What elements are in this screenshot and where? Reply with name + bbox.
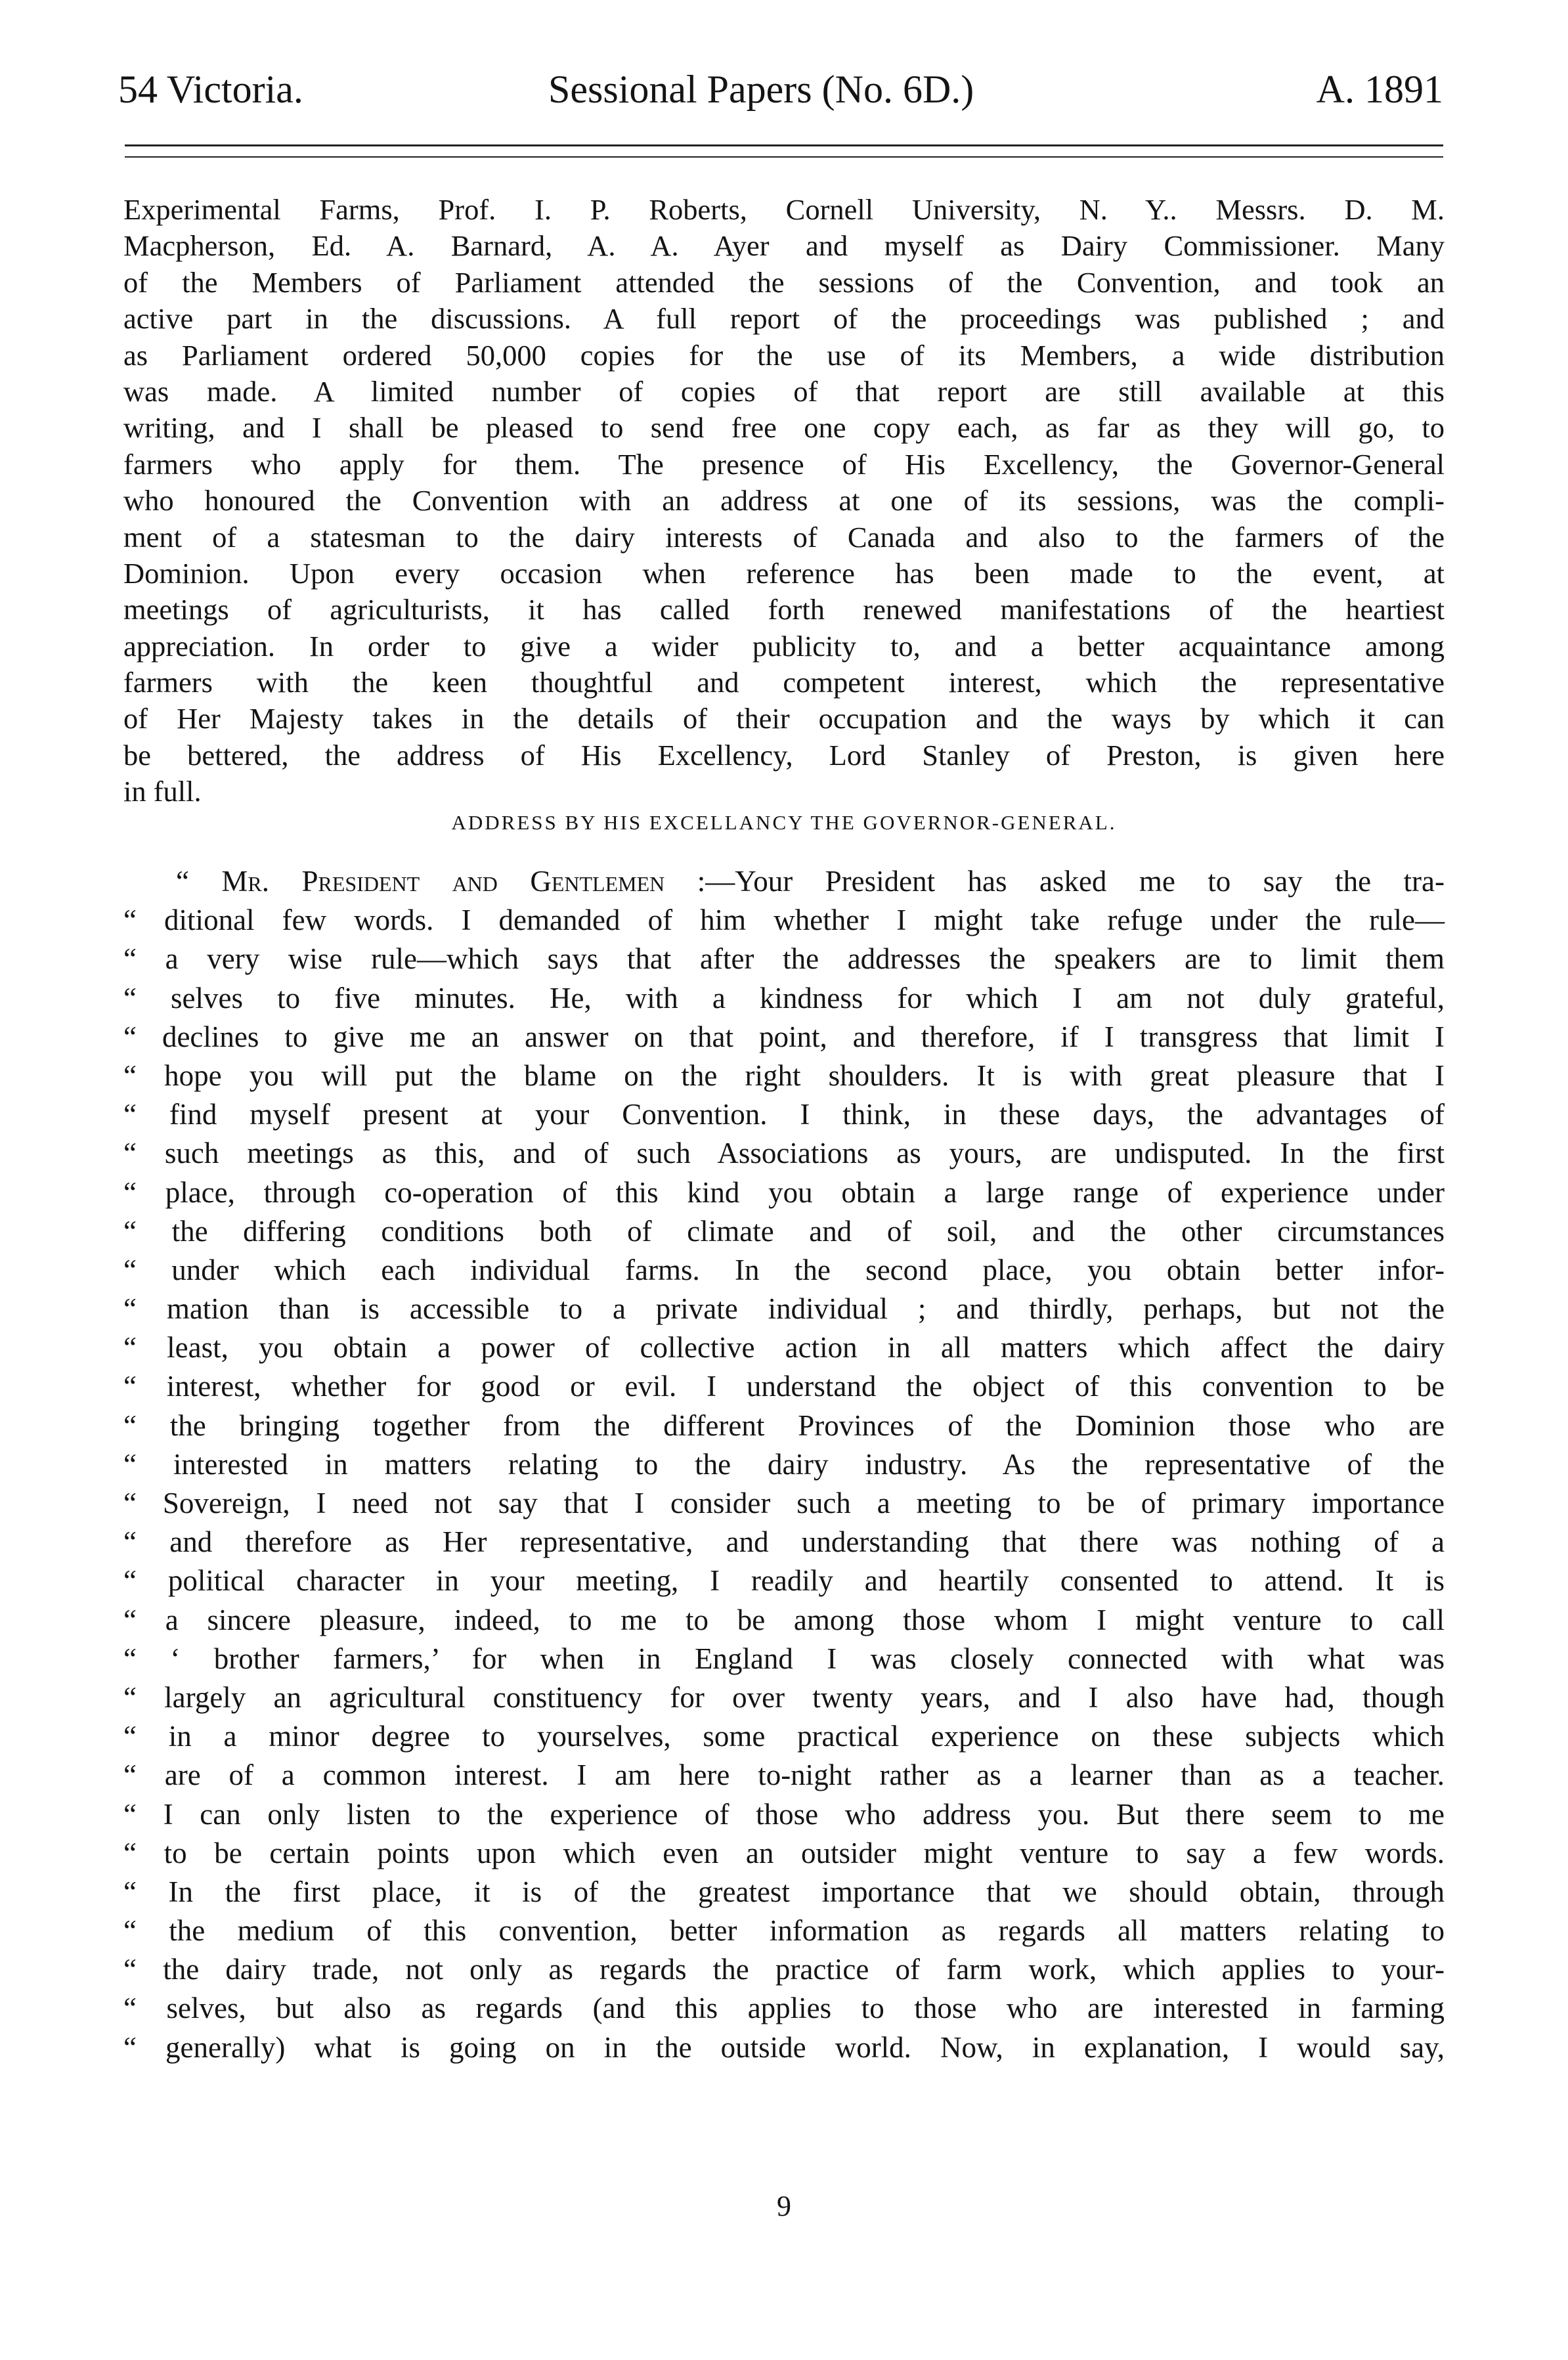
address-line: “ the dairy trade, not only as regards the practice of farm work, which applies to your- (123, 1953, 1445, 1986)
address-line: “ declines to give me an answer on that point, and therefore, if I transgress that limit I (123, 1020, 1445, 1053)
address-line: “ under which each individual farms. In the second place, you obtain better infor- (123, 1253, 1445, 1286)
address-salutation: Mr. President and Gentlemen (221, 865, 665, 898)
address-line: “ ditional few words. I demanded of him whether I might take refuge under the rule— (123, 904, 1445, 937)
address-line: “ least, you obtain a power of collective action in all matters which affect the dairy (123, 1331, 1445, 1365)
address-line: “ In the first place, it is of the greatest importance that we should obtain, through (123, 1875, 1445, 1908)
text-line: farmers with the keen thoughtful and competent interest, which the representative (123, 666, 1445, 699)
address-first-line-rest: :—Your President has asked me to say the tra- (697, 865, 1445, 898)
address-line: “ place, through co-operation of this kind you obtain a large range of experience under (123, 1175, 1445, 1209)
address-line: “ the medium of this convention, better information as regards all matters relating to (123, 1914, 1445, 1948)
address-line: “ find myself present at your Convention. I think, in these days, the advantages of (123, 1098, 1445, 1131)
text-line: writing, and I shall be pleased to send free one copy each, as far as they will go, to (123, 411, 1445, 445)
address-line: “ a very wise rule—which says that after the addresses the speakers are to limit them (123, 942, 1445, 976)
running-head-year: A. 1891 (1316, 68, 1443, 111)
address-line: “ mation than is accessible to a private individual ; and thirdly, perhaps, but not the (123, 1292, 1445, 1326)
page-number: 9 (777, 2190, 791, 2222)
address-line: “ Sovereign, I need not say that I consider such a meeting to be of primary importance (123, 1487, 1445, 1519)
header-rule-top (125, 144, 1443, 146)
address-line: “ I can only listen to the experience of those who address you. But there seem to me (123, 1797, 1445, 1831)
text-line: be bettered, the address of His Excellency, Lord Stanley of Preston, is given here (123, 738, 1445, 772)
address-line: “ in a minor degree to yourselves, some practical experience on these subjects which (123, 1720, 1445, 1753)
running-head-title: Sessional Papers (No. 6D.) (548, 68, 974, 111)
address-line: “ the differing conditions both of climate and of soil, and the other circumstances (123, 1214, 1445, 1248)
address-line: “ hope you will put the blame on the right shoulders. It is with great pleasure that I (123, 1059, 1445, 1092)
address-line: “ generally) what is going on in the outside world. Now, in explanation, I would say, (123, 2030, 1445, 2064)
text-line: as Parliament ordered 50,000 copies for the use of its Members, a wide distribution (123, 338, 1445, 372)
section-heading: ADDRESS BY HIS EXCELLANCY THE GOVERNOR-GENERAL. (451, 811, 1117, 834)
text-line: of the Members of Parliament attended the sessions of the Convention, and took an (123, 265, 1445, 299)
text-line: meetings of agriculturists, it has called forth renewed manifestations of the heartiest (123, 593, 1445, 626)
text-line: Macpherson, Ed. A. Barnard, A. A. Ayer and myself as Dairy Commissioner. Many (123, 229, 1445, 263)
text-line: in full. (123, 775, 202, 808)
address-line: “ selves to five minutes. He, with a kindness for which I am not duly grateful, (123, 981, 1445, 1015)
address-line: “ political character in your meeting, I readily and heartily consented to attend. It is (123, 1564, 1445, 1598)
text-line: farmers who apply for them. The presence of His Excellency, the Governor-General (123, 447, 1445, 481)
text-line: who honoured the Convention with an address at one of its sessions, was the compli- (123, 484, 1445, 517)
running-head (118, 63, 1443, 116)
address-line: “ such meetings as this, and of such Associations as yours, are undisputed. In the first (123, 1137, 1445, 1170)
running-head-volume: 54 Victoria. (118, 68, 303, 111)
header-rule-bottom (125, 156, 1443, 158)
text-line: of Her Majesty takes in the details of their occupation and the ways by which it can (123, 702, 1445, 735)
address-line: “ are of a common interest. I am here to-night rather as a learner than as a teacher. (123, 1759, 1445, 1792)
address-line: “ interested in matters relating to the dairy industry. As the representative of the (123, 1447, 1445, 1481)
address-line: “ ‘ brother farmers,’ for when in England I was closely connected with what was (123, 1642, 1445, 1675)
address-text (123, 862, 1445, 2067)
address-line: “ to be certain points upon which even an outsider might venture to say a few words. (123, 1836, 1445, 1869)
text-line: Dominion. Upon every occasion when reference has been made to the event, at (123, 556, 1445, 590)
text-line: ment of a statesman to the dairy interests of Canada and also to the farmers of the (123, 520, 1445, 554)
intro-paragraph (123, 192, 1445, 810)
text-line: was made. A limited number of copies of that report are still available at this (123, 374, 1445, 408)
address-line: “ a sincere pleasure, indeed, to me to be among those whom I might venture to call (123, 1603, 1445, 1636)
address-first-line: “ Mr. President and Gentlemen :—Your President has asked me to say the tra- (176, 865, 1445, 898)
address-line: “ selves, but also as regards (and this applies to those who are interested in farming (123, 1992, 1445, 2025)
address-line: “ largely an agricultural constituency for over twenty years, and I also have had, though (123, 1680, 1445, 1714)
text-line: appreciation. In order to give a wider publicity to, and a better acquaintance among (123, 629, 1445, 663)
text-line: Experimental Farms, Prof. I. P. Roberts, Cornell University, N. Y.. Messrs. D. M. (123, 193, 1445, 226)
address-line: “ and therefore as Her representative, and understanding that there was nothing of a (123, 1525, 1445, 1559)
address-line: “ interest, whether for good or evil. I understand the object of this convention to be (123, 1370, 1445, 1403)
text-line: active part in the discussions. A full report of the proceedings was published ; and (123, 302, 1445, 336)
address-line: “ the bringing together from the different Provinces of the Dominion those who are (123, 1409, 1445, 1442)
